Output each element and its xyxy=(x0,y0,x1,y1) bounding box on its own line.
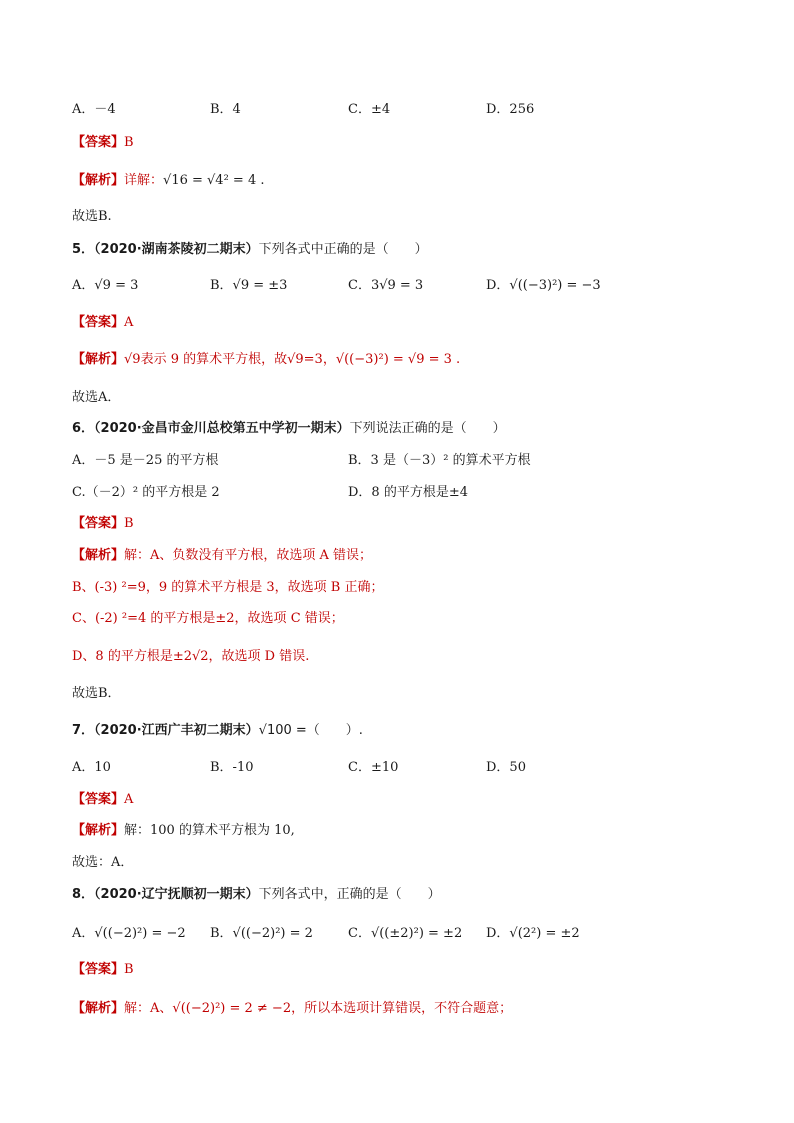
q7-conclusion: 故选：A． xyxy=(72,855,134,870)
q5-stem xyxy=(72,240,428,260)
q6-option-b: B．3 是（－3）² 的算术平方根 xyxy=(348,453,531,468)
q5-analysis xyxy=(72,350,460,370)
q4-answer xyxy=(72,133,134,153)
answer-tag: 【答案】 xyxy=(72,315,125,330)
q4-option-a: A．－4 xyxy=(72,102,116,117)
q8-option-a: A．√((−2)²) = −2 xyxy=(72,926,186,941)
q6-analysis-line-2: B、(-3) ²=9，9 的算术平方根是 3，故选项 B 正确； xyxy=(72,580,384,595)
analysis-prefix: 详解： xyxy=(124,173,164,188)
question-number: 8． xyxy=(72,887,95,902)
q5-option-a: A．√9 = 3 xyxy=(72,278,139,293)
analysis-text: √9表示 9 的算术平方根，故√9=3，√((−3)²) = √9 = 3 . xyxy=(124,352,461,367)
q6-option-a: A．－5 是－25 的平方根 xyxy=(72,453,219,468)
q7-stem xyxy=(72,721,363,741)
answer-value: A xyxy=(124,315,134,330)
q6-stem xyxy=(72,419,506,439)
answer-value: A xyxy=(124,792,134,807)
q5-option-b: B．√9 = ±3 xyxy=(210,278,288,293)
q8-answer xyxy=(72,960,134,980)
q7-option-c: C．±10 xyxy=(348,760,399,775)
q6-analysis-line-4: D、8 的平方根是±2√2，故选项 D 错误. xyxy=(72,649,310,664)
question-source: （2020·江西广丰初二期末） xyxy=(94,723,259,738)
q8-option-b: B．√((−2)²) = 2 xyxy=(210,926,313,941)
q5-option-d: D．√((−3)²) = −3 xyxy=(486,278,601,293)
q8-option-c: C．√((±2)²) = ±2 xyxy=(348,926,463,941)
q7-option-d: D．50 xyxy=(486,760,526,775)
q6-option-d: D．8 的平方根是±4 xyxy=(348,485,468,500)
q7-analysis xyxy=(72,821,295,841)
analysis-tag: 【解析】 xyxy=(72,352,125,367)
q4-conclusion: 故选B. xyxy=(72,209,112,224)
q4-analysis xyxy=(72,171,264,191)
q8-analysis xyxy=(72,999,512,1019)
question-number: 7． xyxy=(72,723,95,738)
analysis-tag: 【解析】 xyxy=(72,1001,125,1016)
q4-option-d: D．256 xyxy=(486,102,535,117)
question-text: 下列各式中正确的是（ ） xyxy=(258,242,428,257)
q4-option-c: C．±4 xyxy=(348,102,391,117)
q6-analysis-line-1 xyxy=(72,546,372,566)
q7-option-b: B．-10 xyxy=(210,760,254,775)
q7-answer xyxy=(72,790,133,810)
q5-conclusion: 故选A． xyxy=(72,390,121,405)
question-text: 下列说法正确的是（ ） xyxy=(349,421,506,436)
q5-answer xyxy=(72,313,133,333)
q8-option-d: D．√(2²) = ±2 xyxy=(486,926,580,941)
question-source: （2020·辽宁抚顺初一期末） xyxy=(94,887,259,902)
answer-tag: 【答案】 xyxy=(72,792,125,807)
q4-option-b: B．4 xyxy=(210,102,241,117)
q8-stem xyxy=(72,885,441,905)
q6-conclusion: 故选B． xyxy=(72,686,121,701)
q6-option-c: C.（－2）² 的平方根是 2 xyxy=(72,485,220,500)
answer-value: B xyxy=(124,135,134,150)
question-source: （2020·湖南茶陵初二期末） xyxy=(94,242,259,257)
question-text: 下列各式中，正确的是（ ） xyxy=(258,887,441,902)
analysis-tag: 【解析】 xyxy=(72,823,125,838)
question-number: 6． xyxy=(72,421,95,436)
answer-tag: 【答案】 xyxy=(72,516,125,531)
answer-value: B xyxy=(124,962,134,977)
q6-analysis-line-3: C、(-2) ²=4 的平方根是±2，故选项 C 错误； xyxy=(72,611,344,626)
q7-option-a: A．10 xyxy=(72,760,111,775)
analysis-expression: √16 = √4² = 4 . xyxy=(163,173,265,188)
answer-value: B xyxy=(124,516,134,531)
analysis-text: 解：A、√((−2)²) = 2 ≠ −2，所以本选项计算错误，不符合题意； xyxy=(124,1001,513,1016)
analysis-tag: 【解析】 xyxy=(72,173,125,188)
q5-option-c: C．3√9 = 3 xyxy=(348,278,424,293)
analysis-text: 解：A、负数没有平方根，故选项 A 错误； xyxy=(124,548,373,563)
answer-tag: 【答案】 xyxy=(72,962,125,977)
question-number: 5． xyxy=(72,242,95,257)
answer-tag: 【答案】 xyxy=(72,135,125,150)
analysis-tag: 【解析】 xyxy=(72,548,125,563)
question-source: （2020·金昌市金川总校第五中学初一期末） xyxy=(94,421,350,436)
analysis-text: 解：100 的算术平方根为 10, xyxy=(124,823,295,838)
question-text: √100 =（ ）. xyxy=(258,723,363,738)
q6-answer xyxy=(72,514,134,534)
